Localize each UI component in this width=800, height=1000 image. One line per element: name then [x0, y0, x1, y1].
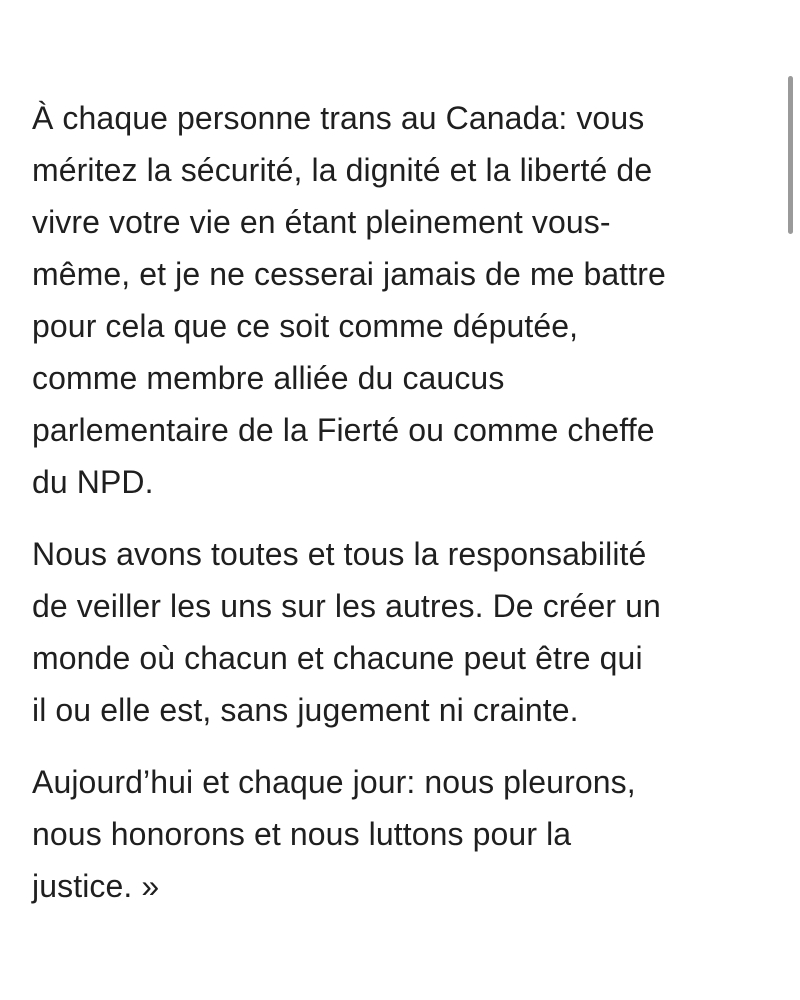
text-line: monde où chacun et chacune peut être qui [32, 640, 643, 676]
text-line: pour cela que ce soit comme députée, [32, 308, 579, 344]
text-line: même, et je ne cesserai jamais de me battre [32, 256, 666, 292]
text-line: justice. » [32, 868, 160, 904]
text-line: méritez la sécurité, la dignité et la liberté de [32, 152, 653, 188]
text-line: vivre votre vie en étant pleinement vous- [32, 204, 611, 240]
text-line: Aujourd’hui et chaque jour: nous pleurons, [32, 764, 636, 800]
text-line: comme membre alliée du caucus [32, 360, 505, 396]
text-line: Nous avons toutes et tous la responsabilité [32, 536, 647, 572]
scrollbar-thumb[interactable] [788, 76, 793, 234]
text-line: il ou elle est, sans jugement ni crainte. [32, 692, 579, 728]
paragraph-1 [32, 92, 762, 508]
text-line: nous honorons et nous luttons pour la [32, 816, 572, 852]
text-line: du NPD. [32, 464, 154, 500]
text-line: À chaque personne trans au Canada: vous [32, 100, 645, 136]
text-line: de veiller les uns sur les autres. De créer un [32, 588, 661, 624]
article-body [32, 92, 762, 912]
paragraph-2 [32, 528, 762, 736]
text-line: parlementaire de la Fierté ou comme cheffe [32, 412, 655, 448]
paragraph-3 [32, 756, 762, 912]
